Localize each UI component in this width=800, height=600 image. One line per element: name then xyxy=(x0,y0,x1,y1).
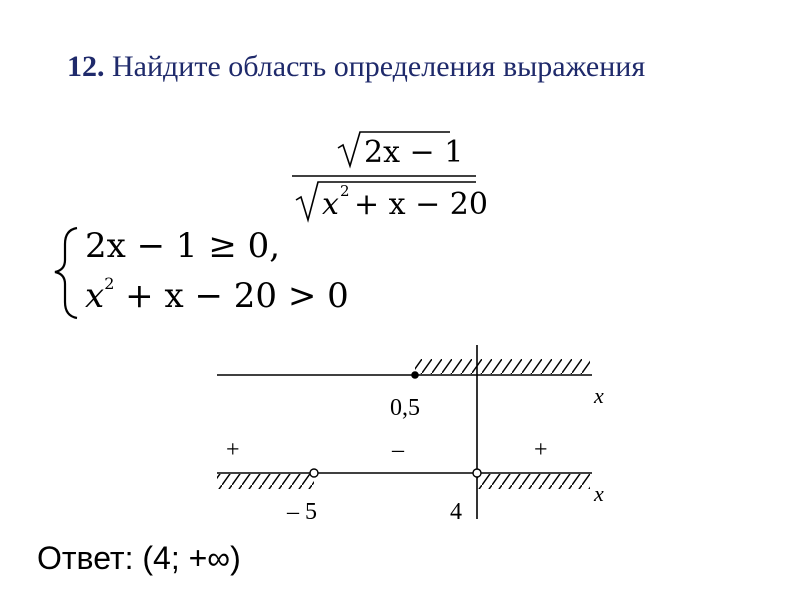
bottom-left-hatching xyxy=(217,474,314,489)
point-half-label: 0,5 xyxy=(390,395,420,421)
fraction-expression xyxy=(290,128,488,228)
problem-text: Найдите область определения выражения xyxy=(112,50,646,83)
problem-number: 12. xyxy=(67,50,105,83)
inequality-2-rest: + x − 20 > 0 xyxy=(114,276,349,316)
sign-right: + xyxy=(534,437,548,463)
bottom-right-hatching xyxy=(477,474,590,489)
point-half-filled-dot xyxy=(411,371,419,379)
problem-title xyxy=(67,50,645,84)
point-neg5-open-dot xyxy=(310,469,318,477)
bottom-axis-label: x xyxy=(594,481,604,506)
denominator-exponent: 2 xyxy=(340,182,350,200)
top-axis-hatching xyxy=(415,359,590,374)
point-4-open-dot xyxy=(473,469,481,477)
inequality-system xyxy=(45,222,375,322)
numerator-text: 2x − 1 xyxy=(364,135,464,170)
point-4-label: 4 xyxy=(450,499,462,525)
inequality-line-2 xyxy=(85,274,349,316)
point-neg5-label: – 5 xyxy=(287,499,317,525)
inequality-line-1: 2x − 1 ≥ 0, xyxy=(85,226,281,266)
system-brace xyxy=(45,222,85,322)
sign-middle: – xyxy=(392,437,404,463)
sign-left: + xyxy=(226,437,240,463)
fraction-svg xyxy=(290,128,488,228)
number-line-diagram xyxy=(212,345,622,525)
inequality-2-exponent: 2 xyxy=(104,274,115,293)
denominator-rest: + x − 20 xyxy=(354,187,488,222)
top-axis-label: x xyxy=(594,383,604,408)
answer-text: Ответ: (4; +∞) xyxy=(37,540,241,576)
denominator-variable: x xyxy=(322,187,339,222)
inequality-2-variable: x xyxy=(85,276,105,316)
number-line-svg xyxy=(212,345,622,525)
